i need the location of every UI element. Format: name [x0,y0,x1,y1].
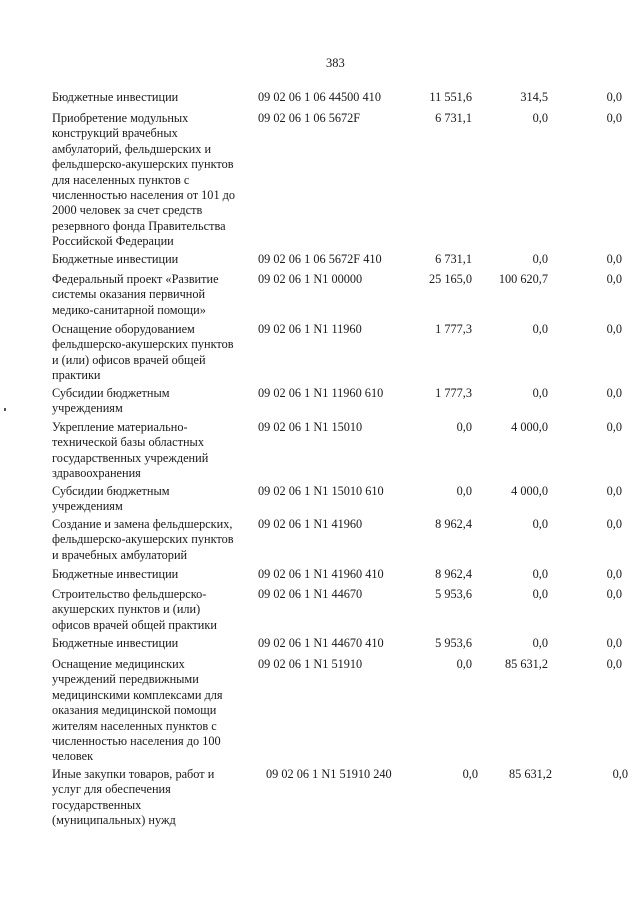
row-name: Оснащение медицинских учреждений передвижными медицинскими комплексами для оказания медицинской помощи жителям населенных пунктов с численностью населения до 100 человек [52,657,223,764]
row-value-3: 0,0 [606,386,622,400]
row-code: 09 02 06 1 N1 41960 [258,517,363,531]
row-name: Субсидии бюджетным учреждениям [52,484,170,514]
row-value-2: 0,0 [532,517,548,531]
row-code: 09 02 06 1 N1 15010 [258,420,363,434]
row-value-2: 0,0 [532,111,548,125]
row-value-3: 0,0 [606,111,622,125]
row-value-2: 314,5 [520,90,548,104]
row-code: 09 02 06 1 06 44500 410 [258,90,381,104]
row-value-3: 0,0 [612,767,628,781]
row-code: 09 02 06 1 N1 44670 410 [258,636,384,650]
row-value-1: 5 953,6 [435,636,472,650]
row-name: Укрепление материально- технической базы областных государственных учреждений здравоохранения [52,420,209,481]
row-value-2: 100 620,7 [498,272,548,286]
row-value-2: 0,0 [532,636,548,650]
row-value-1: 0,0 [456,420,472,434]
row-value-1: 1 777,3 [435,386,472,400]
row-name: Иные закупки товаров, работ и услуг для обеспечения государственных (муниципальных) нужд [52,767,215,828]
row-code: 09 02 06 1 N1 11960 610 [258,386,384,400]
row-value-2: 0,0 [532,252,548,266]
row-value-1: 0,0 [456,657,472,671]
row-value-1: 6 731,1 [435,111,472,125]
row-name: Оснащение оборудованием фельдшерско-акушерских пунктов и (или) офисов врачей общей практики [52,322,234,383]
row-code: 09 02 06 1 06 5672F 410 [258,252,382,266]
row-name: Бюджетные инвестиции [52,567,179,581]
row-code: 09 02 06 1 N1 41960 410 [258,567,384,581]
row-name: Бюджетные инвестиции [52,90,179,104]
row-value-3: 0,0 [606,657,622,671]
row-value-1: 0,0 [456,484,472,498]
row-value-1: 25 165,0 [428,272,472,286]
row-name: Создание и замена фельдшерских, фельдшерско-акушерских пунктов и врачебных амбулаторий [52,517,234,562]
page-number: 383 [326,56,345,70]
row-code: 09 02 06 1 N1 44670 [258,587,363,601]
row-value-1: 1 777,3 [435,322,472,336]
row-value-1: 8 962,4 [435,517,472,531]
row-name: Приобретение модульных конструкций врачебных амбулаторий, фельдшерских и фельдшерско-акушерских пунктов для населенных пунктов с численностью населения от 101 до 2000 человек за счет средств резервного фонда Правительства Российской Федерации [52,111,236,249]
row-name: Федеральный проект «Развитие системы оказания первичной медико-санитарной помощи» [52,272,219,317]
row-name: Бюджетные инвестиции [52,252,179,266]
row-value-3: 0,0 [606,567,622,581]
row-value-2: 4 000,0 [511,484,548,498]
row-code: 09 02 06 1 N1 00000 [258,272,363,286]
row-value-1: 8 962,4 [435,567,472,581]
row-value-3: 0,0 [606,272,622,286]
row-value-3: 0,0 [606,484,622,498]
margin-mark [4,408,6,411]
row-value-3: 0,0 [606,420,622,434]
row-value-2: 0,0 [532,567,548,581]
row-name: Строительство фельдшерско- акушерских пунктов и (или) офисов врачей общей практики [52,587,217,632]
row-value-2: 0,0 [532,587,548,601]
row-value-3: 0,0 [606,252,622,266]
row-value-2: 85 631,2 [508,767,552,781]
row-value-3: 0,0 [606,517,622,531]
row-value-3: 0,0 [606,90,622,104]
row-value-3: 0,0 [606,587,622,601]
row-value-1: 5 953,6 [435,587,472,601]
row-code: 09 02 06 1 N1 51910 240 [266,767,392,781]
row-value-1: 6 731,1 [435,252,472,266]
row-value-2: 0,0 [532,322,548,336]
row-code: 09 02 06 1 N1 11960 [258,322,362,336]
row-code: 09 02 06 1 N1 51910 [258,657,363,671]
row-value-1: 11 551,6 [429,90,472,104]
row-code: 09 02 06 1 06 5672F [258,111,361,125]
row-value-3: 0,0 [606,636,622,650]
row-value-2: 0,0 [532,386,548,400]
row-name: Субсидии бюджетным учреждениям [52,386,170,416]
row-value-3: 0,0 [606,322,622,336]
row-value-1: 0,0 [462,767,478,781]
row-value-2: 85 631,2 [504,657,548,671]
row-code: 09 02 06 1 N1 15010 610 [258,484,384,498]
row-value-2: 4 000,0 [511,420,548,434]
row-name: Бюджетные инвестиции [52,636,179,650]
